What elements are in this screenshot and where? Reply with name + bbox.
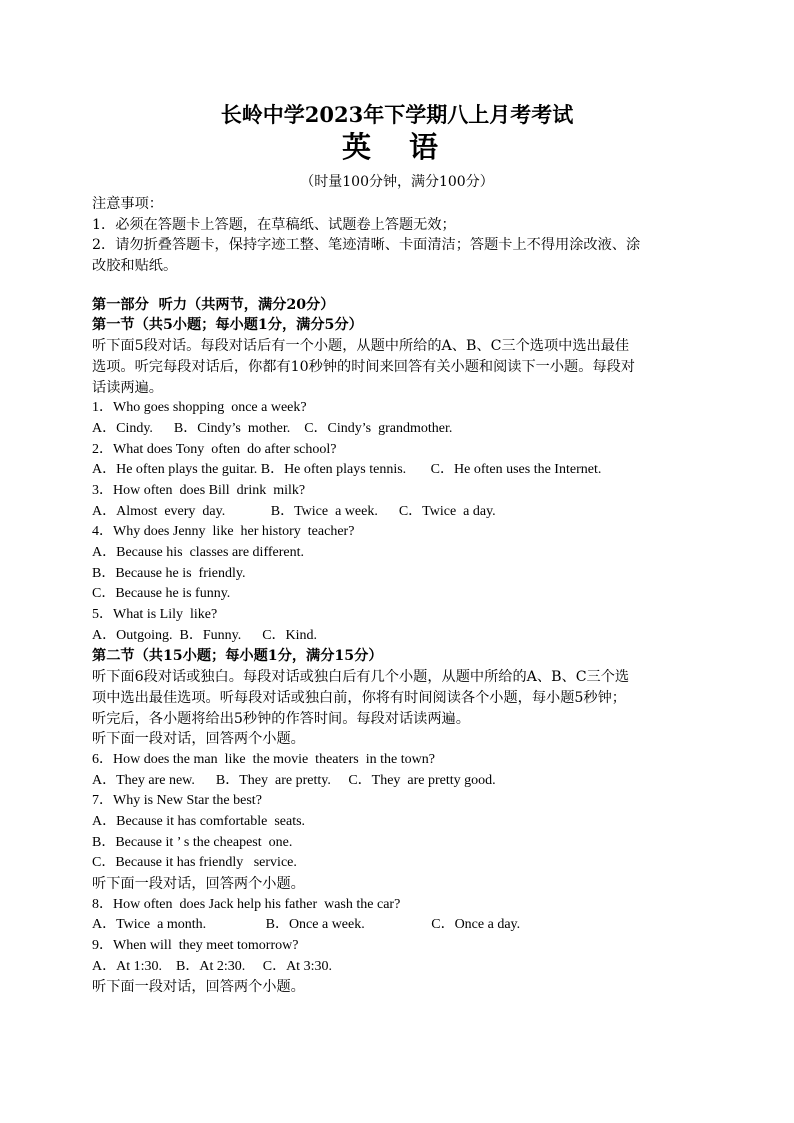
option-line: A．Cindy. B．Cindy’s mother. C．Cindy’s grandmother. (92, 420, 453, 436)
option-line: B．Because it ’ s the cheapest one. (92, 834, 293, 850)
question-line: 8．How often does Jack help his father wash the car? (92, 896, 401, 912)
option-line: A．Twice a month. B．Once a week. C．Once a day. (92, 917, 521, 933)
section1-instruction: 听下面5段对话。每段对话后有一个小题，从题中所给的A、B、C三个选项中选出最佳 (92, 338, 630, 355)
option-line: A．Because his classes are different. (92, 545, 304, 560)
section2-instruction: 听下面6段对话或独白。每段对话或独白后有几个小题，从题中所给的A、B、C三个选 (92, 669, 630, 686)
notice-item: 改胶和贴纸。 (92, 258, 178, 275)
dialogue-intro: 听下面一段对话，回答两个小题。 (92, 979, 305, 996)
option-line: A．Outgoing. B．Funny. C．Kind. (92, 627, 318, 643)
option-line: B．Because he is friendly. (92, 565, 246, 581)
question-line: 9．When will they meet tomorrow? (92, 938, 299, 954)
exam-meta: （时量100分钟，满分100分） (300, 174, 494, 190)
option-line: A．Because it has comfortable seats. (92, 813, 306, 829)
exam-title: 长岭中学2023年下学期八上月考考试 (220, 102, 574, 127)
notice-item: 2．请勿折叠答题卡，保持字迹工整、笔迹清晰、卡面清洁；答题卡上不得用涂改液、涂 (92, 237, 641, 254)
question-line: 5．What is Lily like? (92, 607, 218, 623)
option-line: A．At 1:30. B．At 2:30. C．At 3:30. (92, 958, 332, 974)
part1-heading: 第一部分 听力（共两节，满分20分） (92, 296, 335, 313)
question-line: 4．Why does Jenny like her history teacher? (92, 524, 355, 540)
option-line: A．He often plays the guitar. B．He often plays tennis. C．He often uses the Internet. (92, 462, 602, 478)
question-line: 2．What does Tony often do after school? (92, 441, 337, 457)
spacer (92, 277, 712, 295)
question-line: 7．Why is New Star the best? (92, 793, 262, 809)
section1-instruction: 话读两遍。 (92, 379, 163, 396)
option-line: C．Because it has friendly service. (92, 855, 297, 871)
dialogue-intro: 听下面一段对话，回答两个小题。 (92, 731, 305, 748)
question-line: 3．How often does Bill drink milk? (92, 482, 306, 498)
section2-instruction: 项中选出最佳选项。听每段对话或独白前，你将有时间阅读各个小题，每小题5秒钟； (92, 689, 626, 706)
notice-heading: 注意事项： (92, 196, 163, 212)
subject-title: 英 语 (341, 130, 453, 164)
notice-item: 1．必须在答题卡上答题，在草稿纸、试题卷上答题无效； (92, 216, 456, 233)
question-line: 6．How does the man like the movie theaters in the town? (92, 751, 435, 767)
option-line: C．Because he is funny. (92, 586, 231, 602)
section2-heading: 第二节（共15小题；每小题1分，满分15分） (92, 648, 383, 665)
option-line: A．Almost every day. B．Twice a week. C．Twice a day. (92, 503, 496, 519)
section1-instruction: 选项。听完每段对话后，你都有10秒钟的时间来回答有关小题和阅读下一小题。每段对 (92, 358, 635, 375)
section2-instruction: 听完后，各小题将给出5秒钟的作答时间。每段对话读两遍。 (92, 710, 470, 727)
dialogue-intro: 听下面一段对话，回答两个小题。 (92, 876, 305, 892)
option-line: A．They are new. B．They are pretty. C．They are pretty good. (92, 772, 496, 788)
question-line: 1．Who goes shopping once a week? (92, 400, 307, 416)
exam-content (92, 194, 712, 998)
section1-heading: 第一节（共5小题；每小题1分，满分5分） (92, 317, 363, 334)
